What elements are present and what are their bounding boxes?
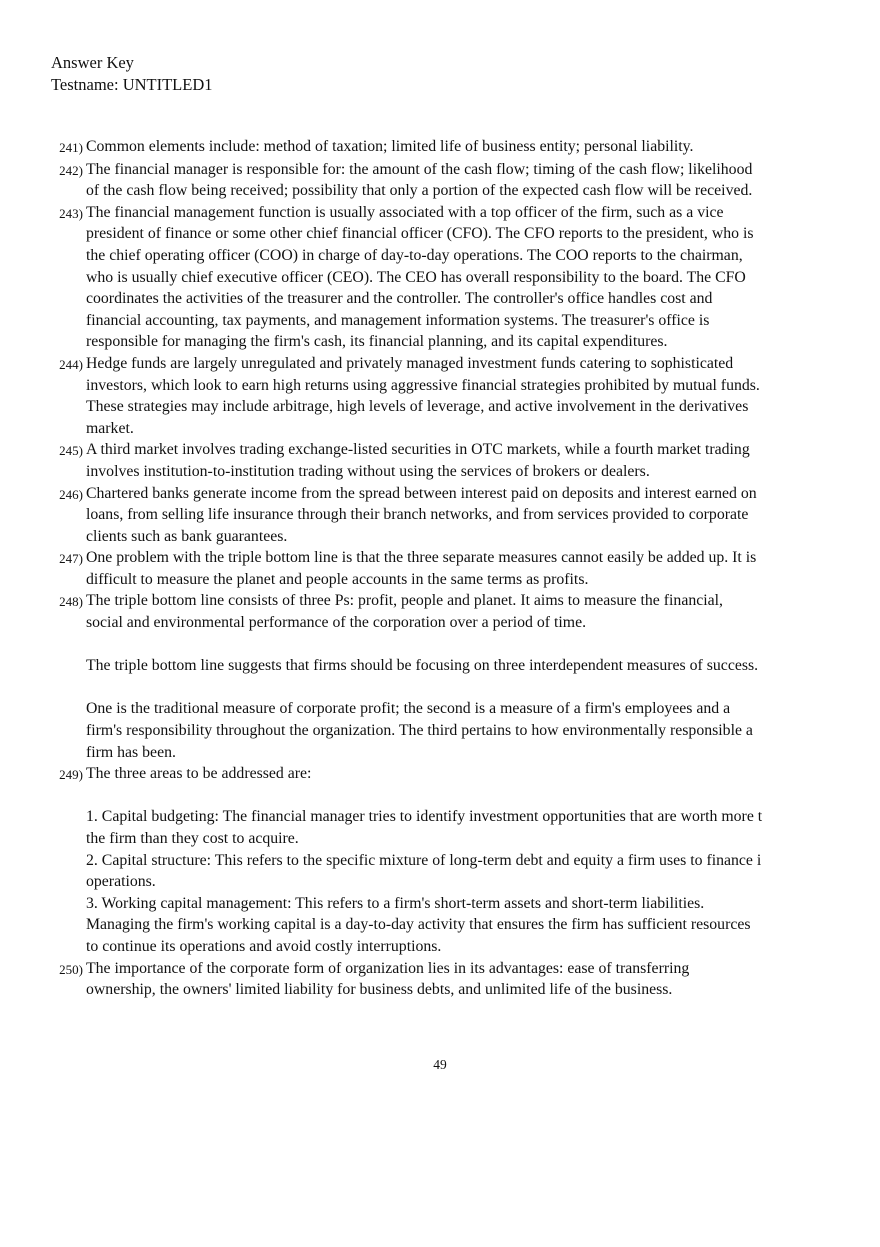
answer-line: social and environmental performance of the corporation over a period of time. (86, 614, 587, 632)
answer-line: involves institution-to-institution trading without using the services of brokers or dealers. (86, 462, 650, 480)
header-testname: Testname: UNTITLED1 (51, 75, 213, 94)
answer-item (0, 202, 880, 353)
answer-line: These strategies may include arbitrage, high levels of leverage, and active involvement in the derivatives (86, 398, 749, 416)
answer-item (0, 763, 880, 957)
answer-line: to continue its operations and avoid costly interruptions. (86, 937, 442, 955)
answer-number: 246) (59, 486, 83, 502)
answer-number: 243) (59, 205, 83, 221)
answer-line: The financial manager is responsible for: the amount of the cash flow; timing of the cash flow; likelihood (86, 160, 753, 178)
answer-text (86, 202, 826, 353)
answer-line: difficult to measure the planet and people accounts in the same terms as profits. (86, 570, 589, 588)
answer-number: 244) (59, 356, 83, 372)
answer-line: Common elements include: method of taxation; limited life of business entity; personal liability. (86, 138, 694, 155)
blank-line (86, 785, 826, 807)
answer-text (86, 439, 826, 482)
answer-item (0, 547, 880, 590)
answer-item (0, 958, 880, 1001)
answer-line: ownership, the owners' limited liability for business debts, and unlimited life of the business. (86, 981, 673, 999)
answer-line: 1. Capital budgeting: The financial manager tries to identify investment opportunities that are worth more t (86, 808, 763, 826)
answer-line: The triple bottom line suggests that firms should be focusing on three interdependent measures of success. (86, 657, 759, 675)
answer-text (86, 483, 826, 548)
answer-number: 248) (59, 594, 83, 610)
answer-line: operations. (86, 873, 156, 891)
answer-line: coordinates the activities of the treasurer and the controller. The controller's office handles cost and (86, 290, 713, 308)
answer-item (0, 136, 880, 159)
answer-number: 242) (59, 162, 83, 178)
blank-line (86, 677, 826, 699)
answer-text (86, 958, 826, 1001)
answer-line: clients such as bank guarantees. (86, 527, 288, 545)
answer-line: 3. Working capital management: This refers to a firm's short-term assets and short-term liabilities. (86, 894, 705, 912)
answer-line: investors, which look to earn high returns using aggressive financial strategies prohibited by mutual funds. (86, 376, 760, 394)
header (51, 52, 213, 96)
answer-line: loans, from selling life insurance through their branch networks, and from services provided to corporate (86, 506, 749, 524)
answer-line: 2. Capital structure: This refers to the specific mixture of long-term debt and equity a firm uses to finance i (86, 851, 762, 869)
answer-line: One is the traditional measure of corporate profit; the second is a measure of a firm's employees and a (86, 700, 731, 718)
answer-line: firm's responsibility throughout the organization. The third pertains to how environmentally responsible a (86, 722, 753, 740)
answer-number: 250) (59, 961, 83, 977)
answer-item (0, 483, 880, 548)
answer-text (86, 159, 826, 202)
answer-line: The three areas to be addressed are: (86, 765, 312, 783)
blank-line (86, 634, 826, 656)
answer-line: president of finance or some other chief financial officer (CFO). The CFO reports to the president, who is (86, 225, 754, 243)
answer-line: The importance of the corporate form of organization lies in its advantages: ease of transferring (86, 959, 690, 977)
answer-number: 241) (59, 140, 83, 155)
answer-item (0, 439, 880, 482)
answer-line: firm has been. (86, 743, 176, 761)
answer-line: Managing the firm's working capital is a day-to-day activity that ensures the firm has sufficient resources (86, 916, 751, 934)
answer-text (86, 136, 826, 158)
answer-line: Hedge funds are largely unregulated and privately managed investment funds catering to sophisticated (86, 354, 734, 372)
answer-line: who is usually chief executive officer (CEO). The CEO has overall responsibility to the board. The CFO (86, 268, 746, 286)
answer-line: A third market involves trading exchange-listed securities in OTC markets, while a fourth market trading (86, 441, 750, 459)
answer-line: responsible for managing the firm's cash, its financial planning, and its capital expenditures. (86, 333, 668, 351)
answer-text (86, 353, 826, 439)
answer-number: 249) (59, 767, 83, 783)
answer-text (86, 763, 826, 957)
answer-line: of the cash flow being received; possibility that only a portion of the expected cash flow will be received. (86, 182, 753, 200)
answer-line: market. (86, 419, 134, 437)
answer-line: One problem with the triple bottom line is that the three separate measures cannot easily be added up. It is (86, 549, 757, 567)
answer-line: The financial management function is usually associated with a top officer of the firm, such as a vice (86, 203, 724, 221)
answer-number: 247) (59, 551, 83, 567)
page-number: 49 (433, 1057, 447, 1072)
answer-text (86, 547, 826, 590)
answer-text (86, 590, 826, 763)
answer-line: the firm than they cost to acquire. (86, 830, 299, 847)
answer-line: financial accounting, tax payments, and management information systems. The treasurer's office is (86, 311, 710, 329)
answer-list (0, 136, 880, 1001)
answer-line: Chartered banks generate income from the spread between interest paid on deposits and interest earned on (86, 484, 757, 502)
answer-number: 245) (59, 443, 83, 459)
answer-item (0, 353, 880, 439)
answer-line: The triple bottom line consists of three Ps: profit, people and planet. It aims to measure the financial, (86, 592, 723, 610)
answer-item (0, 590, 880, 763)
header-title: Answer Key (51, 53, 134, 72)
answer-line: the chief operating officer (COO) in charge of day-to-day operations. The COO reports to the chairman, (86, 246, 743, 264)
answer-item (0, 159, 880, 202)
